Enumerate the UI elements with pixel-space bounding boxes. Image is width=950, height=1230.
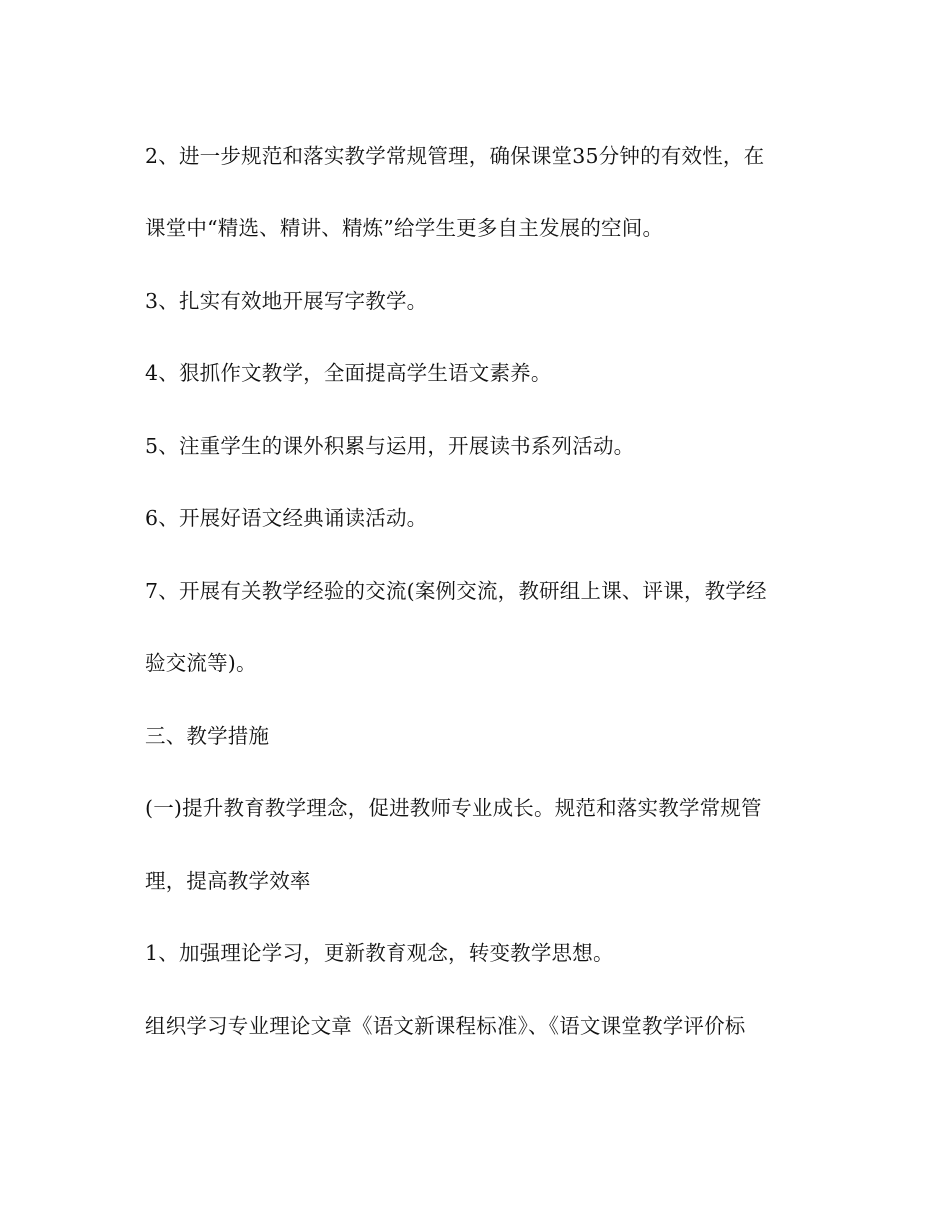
text-line: 7、开展有关教学经验的交流(案例交流，教研组上课、评课，教学经 xyxy=(145,579,767,603)
section-heading: 三、教学措施 xyxy=(145,724,270,748)
text-line: 验交流等)。 xyxy=(145,651,257,675)
text-line: (一)提升教育教学理念，促进教师专业成长。规范和落实教学常规管 xyxy=(145,796,762,820)
text-line: 4、狠抓作文教学，全面提高学生语文素养。 xyxy=(145,361,552,385)
text-line: 2、进一步规范和落实教学常规管理，确保课堂35分钟的有效性，在 xyxy=(145,144,765,168)
text-line: 6、开展好语文经典诵读活动。 xyxy=(145,506,428,530)
text-line: 理，提高教学效率 xyxy=(145,869,311,893)
text-line: 1、加强理论学习，更新教育观念，转变教学思想。 xyxy=(145,941,614,965)
text-line: 课堂中“精选、精讲、精炼”给学生更多自主发展的空间。 xyxy=(145,216,664,240)
text-line: 组织学习专业理论文章《语文新课程标准》、《语文课堂教学评价标 xyxy=(145,1014,746,1038)
text-line: 5、注重学生的课外积累与运用，开展读书系列活动。 xyxy=(145,434,635,458)
text-line: 3、扎实有效地开展写字教学。 xyxy=(145,289,428,313)
